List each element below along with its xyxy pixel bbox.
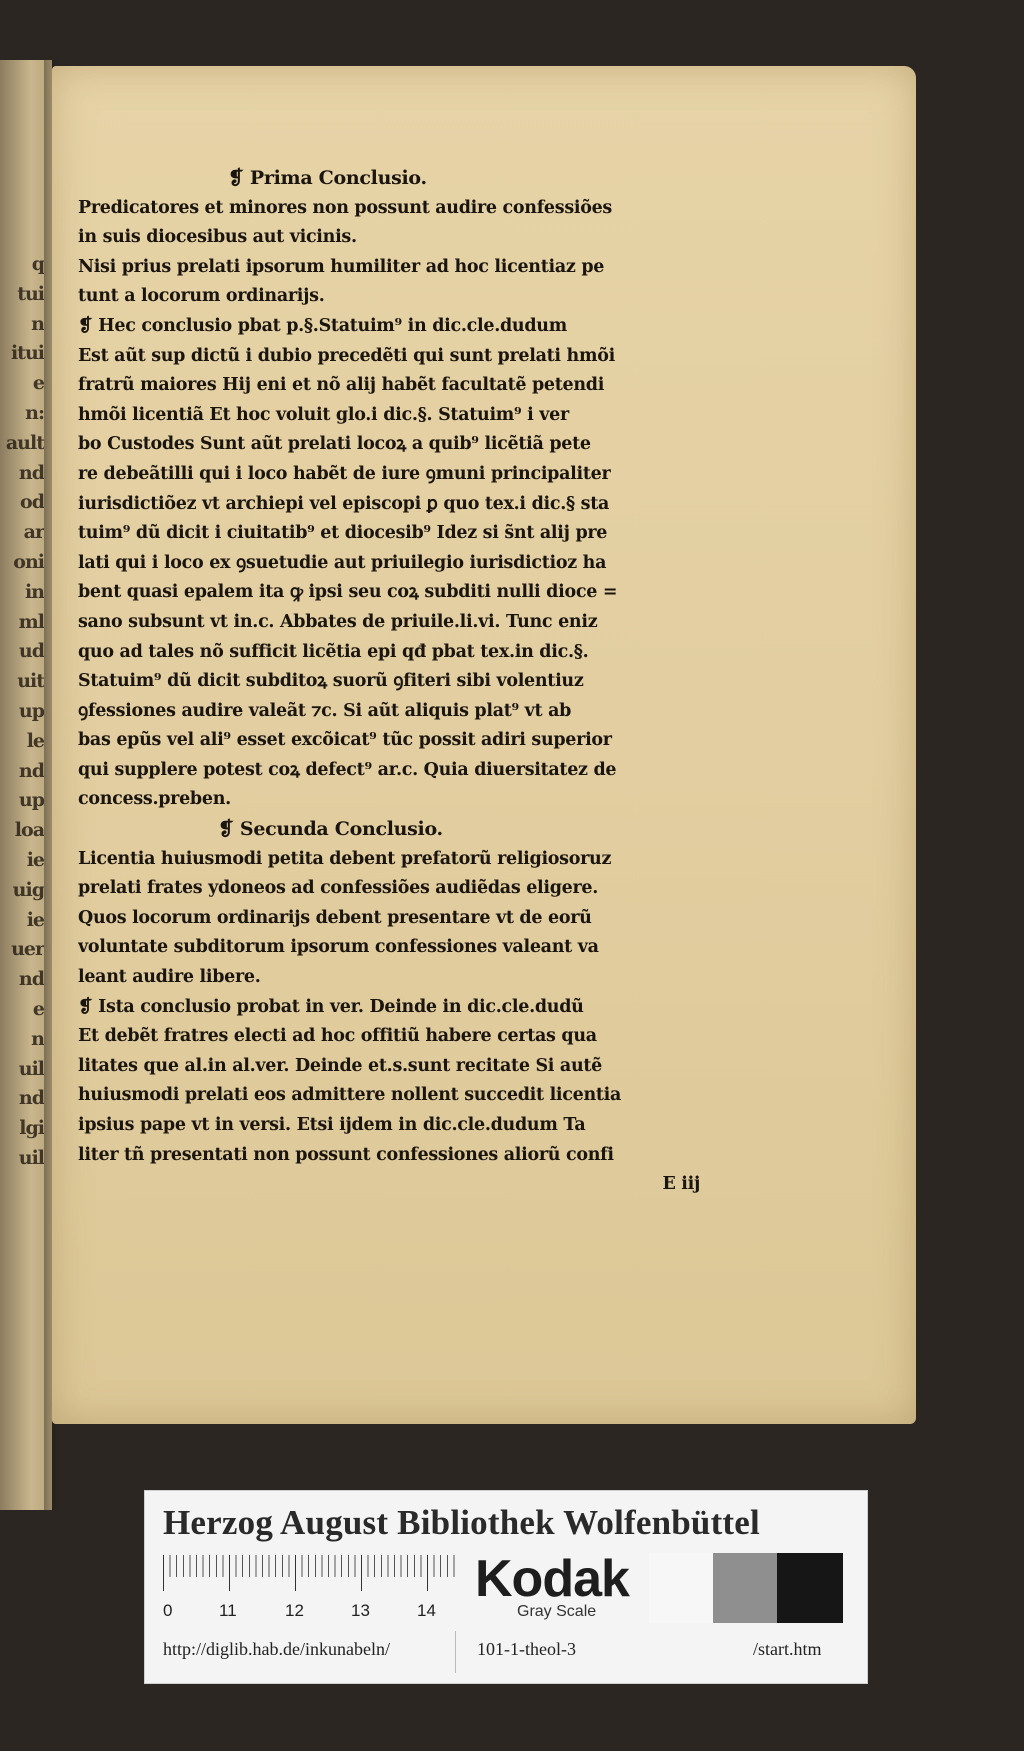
text-line: huiusmodi prelati eos admittere nollent succedit licentia <box>78 1085 622 1106</box>
text-line: ipsius pape vt in versi. Etsi ijdem in dic.cle.dudum Ta <box>78 1115 586 1135</box>
divider <box>455 1631 456 1673</box>
text-line: re debeãtilli qui i loco habẽt de iure ꝯmuni principaliter <box>78 463 611 484</box>
fragment-line: nd <box>18 461 44 484</box>
text-line: bent quasi epalem ita ꝙ ipsi seu coꝝ subditi nulli dioce = <box>78 582 618 603</box>
text-line: tunt a locorum ordinarijs. <box>78 286 325 307</box>
fragment-line: nd <box>18 968 44 991</box>
text-line: Predicatores et minores non possunt audire confessiões <box>78 197 612 218</box>
fragment-line: up <box>18 699 44 722</box>
url-base: http://diglib.hab.de/inkunabeln/ <box>163 1639 390 1659</box>
fragment-line: q <box>31 253 44 275</box>
text-line: liter tñ presentati non possunt confessiones aliorũ confi <box>78 1144 614 1165</box>
text-line: fratrũ maiores Hij eni et nõ alij habẽt facultatẽ petendi <box>78 375 605 396</box>
fragment-line: e <box>32 372 44 395</box>
kodak-logo: Kodak <box>475 1550 629 1608</box>
text-line: quo ad tales nõ sufficit licẽtia epi qđ pbat tex.in dic.§. <box>78 641 589 662</box>
text-line: qui supplere potest coꝝ defect⁹ ar.c. Quia diuersitatez de <box>78 759 617 780</box>
fragment-line: uer <box>11 938 44 961</box>
ruler-label: 14 <box>417 1601 436 1620</box>
text-line: in suis diocesibus aut vicinis. <box>78 227 357 248</box>
ruler-tick <box>295 1555 296 1591</box>
fragment-line: uig <box>12 878 44 901</box>
text-line: ꝯfessiones audire valeãt ⁊c. Si aũt aliquis plat⁹ vt ab <box>78 700 572 721</box>
text-line: Quos locorum ordinarijs debent presentare vt de eorũ <box>78 907 592 928</box>
text-line: leant audire libere. <box>78 967 261 988</box>
text-line: ❡ Hec conclusio pbat p.§.Statuim⁹ in dic.cle.dudum <box>78 315 567 336</box>
ruler-label: 13 <box>351 1601 370 1620</box>
fragment-line: n <box>31 1027 44 1050</box>
text-line: Et debẽt fratres electi ad hoc offitiũ habere certas qua <box>78 1026 597 1047</box>
facing-page-fragments <box>0 250 44 1174</box>
text-line: concess.preben. <box>78 789 231 810</box>
library-title: Herzog August Bibliothek Wolfenbüttel <box>163 1503 760 1542</box>
fragment-line: loa <box>14 819 44 842</box>
ruler-label: 0 <box>163 1601 173 1620</box>
gray-swatch <box>713 1553 777 1623</box>
fragment-line: ault <box>5 431 44 454</box>
text-line: voluntate subditorum ipsorum confessiones valeant va <box>78 937 599 958</box>
ruler-tick <box>427 1555 428 1591</box>
text-line: Nisi prius prelati ipsorum humiliter ad hoc licentiaz pe <box>78 256 605 277</box>
fragment-line: oni <box>13 550 44 573</box>
fragment-line: ie <box>26 848 44 871</box>
fragment-line: lgi <box>19 1117 44 1140</box>
gray-scale-label: Gray Scale <box>517 1603 597 1620</box>
fragment-line: e <box>32 997 44 1020</box>
text-line: ❡ Ista conclusio probat in ver. Deinde in dic.cle.dudũ <box>78 996 584 1017</box>
fragment-line: uil <box>18 1057 44 1080</box>
fragment-line: ar <box>23 521 44 544</box>
section-heading: ❡ Secunda Conclusio. <box>218 818 443 841</box>
scale-ruler <box>163 1555 455 1592</box>
text-line: sano subsunt vt in.c. Abbates de priuile.li.vi. Tunc eniz <box>78 611 598 632</box>
ruler-tick <box>229 1555 230 1591</box>
fragment-line: uil <box>18 1146 44 1169</box>
ruler-tick <box>361 1555 362 1591</box>
text-line: iurisdictiõez vt archiepi vel episcopi ꝑ quo tex.i dic.§ sta <box>78 493 610 514</box>
text-line: litates que al.in al.ver. Deinde et.s.sunt recitate Si autẽ <box>78 1055 603 1076</box>
text-line: bas epũs vel ali⁹ esset excõicat⁹ tũc possit adiri superior <box>78 730 612 751</box>
fragment-line: ie <box>26 908 44 931</box>
fragment-line: le <box>26 729 44 752</box>
text-line: hmõi licentiã Et hoc voluit glo.i dic.§. Statuim⁹ i ver <box>78 404 569 425</box>
white-swatch <box>649 1553 713 1623</box>
text-line: tuim⁹ dũ dicit i ciuitatib⁹ et diocesib⁹ Idez si s̃nt alij pre <box>78 523 608 544</box>
fragment-line: nd <box>18 759 44 782</box>
fragment-line: up <box>18 789 44 812</box>
ruler-label: 11 <box>219 1601 237 1620</box>
fragment-line: nd <box>18 1087 44 1110</box>
fragment-line: itui <box>10 342 44 365</box>
fragment-line: in <box>24 580 44 603</box>
url-id: 101-1-theol-3 <box>477 1639 576 1659</box>
section-heading: ❡ Prima Conclusio. <box>228 167 427 189</box>
fragment-line: n: <box>25 401 44 424</box>
fragment-line: uit <box>17 670 44 693</box>
color-target-card <box>144 1490 868 1684</box>
signature-mark: E iij <box>662 1174 700 1195</box>
text-line: bo Custodes Sunt aũt prelati locoꝝ a quib⁹ licẽtiã pete <box>78 434 591 455</box>
fragment-line: tui <box>17 282 44 305</box>
text-line: Licentia huiusmodi petita debent prefatorũ religiosoruz <box>78 848 612 869</box>
fragment-line: ud <box>18 640 44 663</box>
text-line: Statuim⁹ dũ dicit subditoꝝ suorũ ꝯfiteri sibi volentiuz <box>78 671 584 692</box>
fragment-line: od <box>20 491 44 514</box>
fragment-line: n <box>31 312 44 335</box>
text-line: prelati frates ydoneos ad confessiões audiẽdas eligere. <box>78 878 599 899</box>
page-text-block <box>78 164 708 1200</box>
text-line: lati qui i loco ex ꝯsuetudie aut priuilegio iurisdictioz ha <box>78 552 607 573</box>
black-swatch <box>777 1553 843 1623</box>
url-end: /start.htm <box>753 1639 822 1659</box>
ruler-label: 12 <box>285 1601 304 1620</box>
fragment-line: ml <box>18 610 44 633</box>
text-line: Est aũt sup dictũ i dubio precedẽti qui sunt prelati hmõi <box>78 345 615 366</box>
ruler-tick <box>163 1555 164 1591</box>
